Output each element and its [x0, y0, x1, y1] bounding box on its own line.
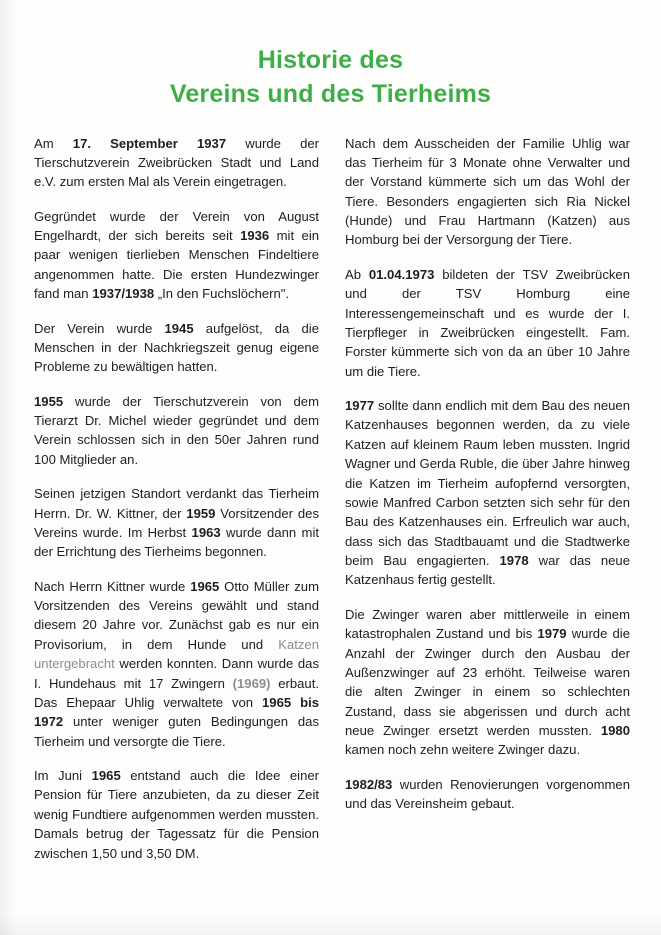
- right-column: [345, 134, 630, 814]
- page-edge-shadow: [0, 0, 16, 935]
- paragraph: Der Verein wurde 1945 aufgelöst, da die Menschen in der Nachkriegszeit genug eigene Probleme zu bewältigen hatten.: [34, 320, 319, 375]
- paragraph: Seinen jetzigen Standort verdankt das Tierheim Herrn. Dr. W. Kittner, der 1959 Vorsitzender des Vereins wurde. Im Herbst 1963 wurde dann mit der Errichtung des Tierheims begonnen.: [34, 486, 319, 560]
- page-title: [34, 44, 627, 112]
- paragraph: 1982/83 wurden Renovierungen vorgenommen und das Vereinsheim gebaut.: [345, 776, 630, 812]
- page-title-line-2: Vereins und des Tierheims: [169, 79, 492, 108]
- paragraph: 1955 wurde der Tierschutzverein von dem Tierarzt Dr. Michel wieder gegründet und dem Verein schlossen sich in den 50er Jahren rund 100 Mitglieder an.: [34, 393, 319, 467]
- left-column: [34, 134, 319, 863]
- paragraph: 1977 sollte dann endlich mit dem Bau des neuen Katzenhauses begonnen werden, da zu viele Katzen auf kleinem Raum leben mussten. Ingrid Wagner und Gerda Ruble, die über Jahre hinweg die Katzen im Tierheim aufopfernd versorgten, sowie Manfred Carbon setzten sich sehr für den Bau des Katzenhauses ein. Erfreulich war auch, dass sich das Stadtbauamt und die Stadtwerke beim Bau engagierten. 1978 war das neue Katzenhaus fertig gestellt.: [345, 398, 630, 588]
- paragraph: Gegründet wurde der Verein von August Engelhardt, der sich bereits seit 1936 mit ein paar wenigen tierlieben Menschen Findeltiere angenommen hatte. Die ersten Hundezwinger fand man 1937/1938 „In den Fuchslöchern".: [34, 208, 320, 302]
- page-title-line-1: Historie des: [257, 46, 404, 74]
- paragraph: Die Zwinger waren aber mittlerweile in einem katastrophalen Zustand und bis 1979 wurde die Anzahl der Zwinger durch den Ausbau der Außenzwinger auf 23 erhöht. Teilweise waren die alten Zwinger in einem so schlechten Zustand, dass sie abgerissen und durch acht neue Zwinger ersetzt werden mussten. 1980 kamen noch zehn weitere Zwinger dazu.: [345, 606, 630, 758]
- paragraph: Nach Herrn Kittner wurde 1965 Otto Müller zum Vorsitzenden des Vereins gewählt und stand diesem 20 Jahre vor. Zunächst gab es nur ein Provisorium, in dem Hunde und Katzen untergebracht werden konnten. Dann wurde das I. Hundehaus mit 17 Zwingern (1969) erbaut. Das Ehepaar Uhlig verwaltete von 1965 bis 1972 unter weniger guten Bedingungen das Tierheim und versorgte die Tiere.: [34, 578, 319, 749]
- paragraph: Nach dem Ausscheiden der Familie Uhlig war das Tierheim für 3 Monate ohne Verwalter und der Vorstand kümmerte sich um das Wohl der Tiere. Besonders engagierten sich Ria Nickel (Hunde) und Frau Hartmann (Katzen) aus Homburg bei der Versorgung der Tiere.: [345, 135, 630, 248]
- paragraph: Im Juni 1965 entstand auch die Idee einer Pension für Tiere anzubieten, da zu dieser Zeit wenig Fundtiere aufgenommen werden mussten. Damals betrug der Tagessatz für die Pension zwischen 1,50 und 3,50 DM.: [34, 768, 319, 861]
- two-column-body: [34, 134, 630, 863]
- page-bottom-shadow: [0, 913, 661, 935]
- paragraph: Am 17. September 1937 wurde der Tierschutzverein Zweibrücken Stadt und Land e.V. zum ersten Mal als Verein eingetragen.: [34, 135, 319, 190]
- paragraph: Ab 01.04.1973 bildeten der TSV Zweibrücken und der TSV Homburg eine Interessengemeinschaft und es wurde der I. Tierpfleger in Zweibrücken eingestellt. Fam. Forster kümmerte sich von da an über 10 Jahre um die Tiere.: [345, 266, 630, 379]
